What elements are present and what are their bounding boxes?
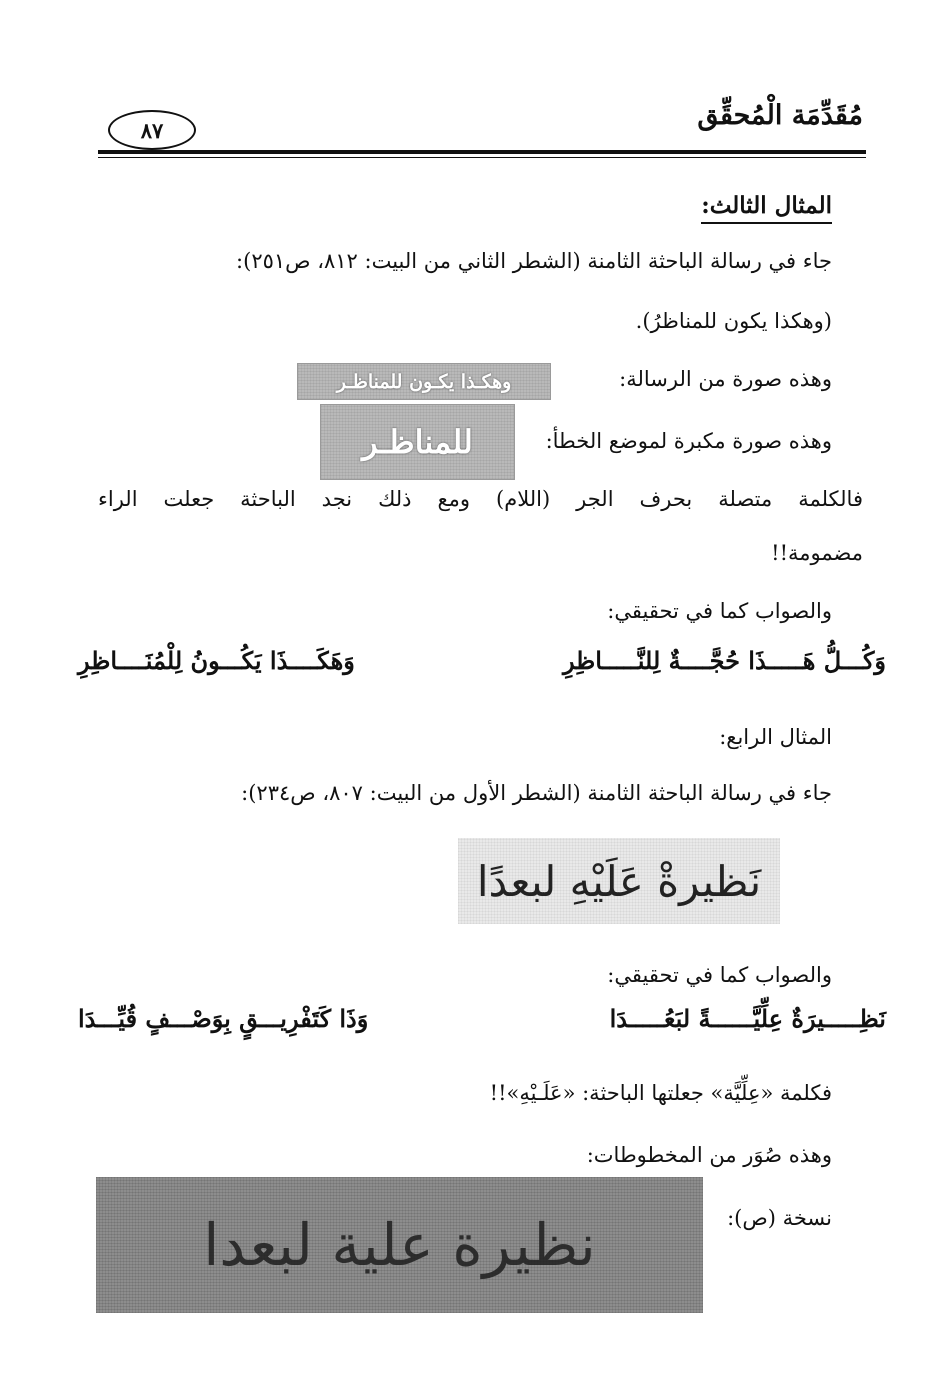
example-4-thesis-image [458,838,780,924]
example-4-source-line: جاء في رسالة الباحثة الثامنة (الشطر الأول من البيت: ٨٠٧، ص٢٣٤): [241,781,832,805]
verse-3-second-hemistich: وَهَكَــــذَا يَكُـــونُ لِلْمُنَــــاظِرِ [78,646,355,675]
manuscript-image [96,1177,703,1313]
running-header-title: مُقَدِّمَة الْمُحقِّق [697,100,863,131]
example-4-heading: المثال الرابع: [719,725,832,749]
explanation-line-1: فالكلمة متصلة بحرف الجر (اللام) ومع ذلك نجد الباحثة جعلت الراء [98,487,863,511]
page-number-badge [108,110,196,150]
verse-4-second-hemistich: وَذَا كَتَفْرِيـــقٍ بِوَصْـــفٍ قُيِّـــدَا [78,1004,369,1033]
enlarged-image-text: للمناظـر [362,423,473,461]
header-rule-thick [98,150,866,154]
manuscript-copy-label: نسخة (ص): [727,1206,832,1230]
manuscripts-label: وهذه صُوَر من المخطوطات: [586,1143,832,1167]
verse-3-first-hemistich: وَكُـــلُّ هَـــــذَا حُجَّــــةٌ لِلنَّـــــاظِرِ [562,646,886,675]
verse-4-first-hemistich: نَظِـــــيرَةٌ عِلِّيَّــــــةً لبَعُـــــدَا [609,1004,886,1033]
enlarged-error-image [320,404,515,480]
example-3-quoted-text: (وهكذا يكون للمناظرُ). [635,309,832,333]
example-3-heading: المثال الثالث: [701,192,832,219]
correct-version-label-3: والصواب كما في تحقيقي: [607,599,832,623]
page-number: ٨٧ [140,117,164,143]
thesis-image-crop [297,363,551,400]
example-4-note: فكلمة «عِلِّيَّة» جعلتها الباحثة: «عَلَـيْهِ»!! [489,1081,832,1105]
image-label-thesis: وهذه صورة من الرسالة: [619,367,832,391]
header-rule-thin [98,157,866,158]
explanation-line-2: مضمومة!! [771,541,863,565]
example-4-image-text: نَظيرةْ عَلَيْهِ لبعدًا [476,856,762,906]
correct-version-label-4: والصواب كما في تحقيقي: [607,963,832,987]
thesis-image-text: وهكـذا يكـون للمناظـر [336,370,512,393]
example-3-source-line: جاء في رسالة الباحثة الثامنة (الشطر الثاني من البيت: ٨١٢، ص٢٥١): [236,249,832,273]
manuscript-image-text: نظيرة علية لبعدا [203,1211,596,1279]
image-label-enlarged: وهذه صورة مكبرة لموضع الخطأ: [545,429,832,453]
